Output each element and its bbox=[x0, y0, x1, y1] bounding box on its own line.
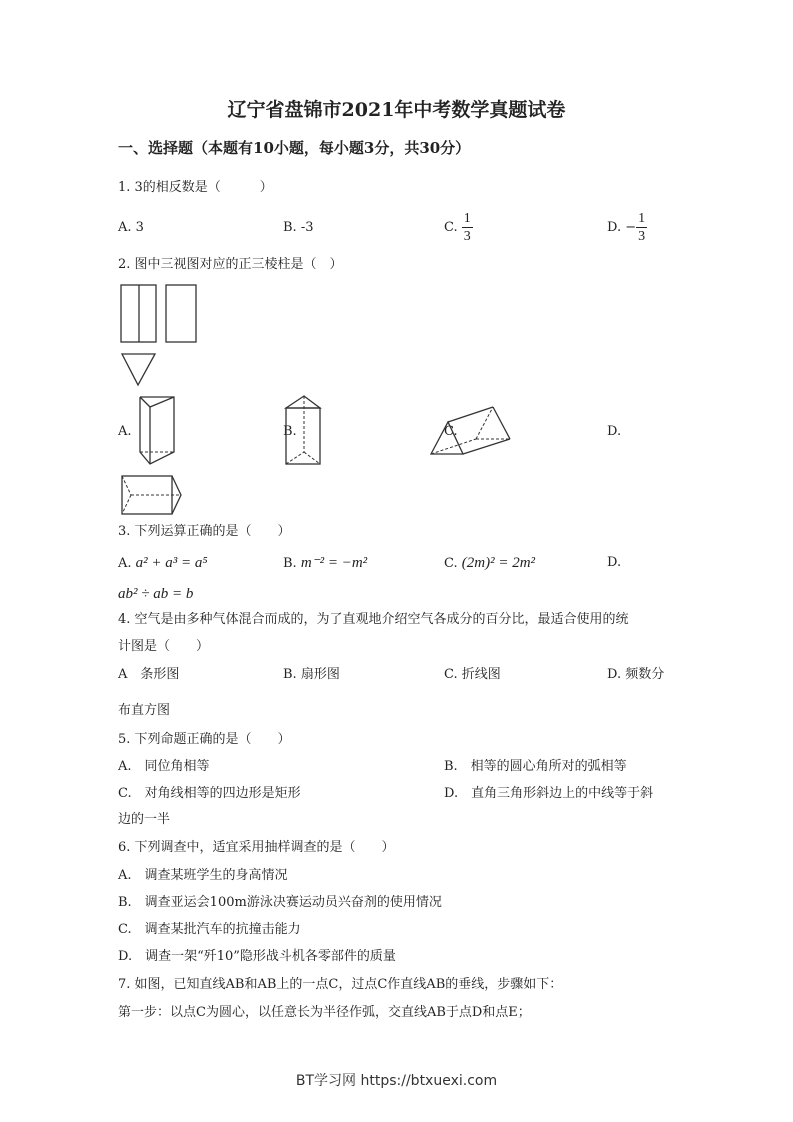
q2-option-b: B. bbox=[283, 424, 297, 439]
q1-option-b: B. -3 bbox=[283, 220, 314, 235]
q2-stem: 2. 图中三视图对应的正三棱柱是（ ） bbox=[118, 257, 343, 272]
q5-option-a: A. 同位角相等 bbox=[118, 759, 210, 774]
option-label: A. bbox=[118, 556, 132, 571]
q4-stem: 4. 空气是由多种气体混合而成的，为了直观地介绍空气各成分的百分比，最适合使用的统 bbox=[118, 612, 629, 627]
q5-option-c: C. 对角线相等的四边形是矩形 bbox=[118, 786, 301, 801]
q6-option-a: A. 调查某班学生的身高情况 bbox=[118, 868, 288, 883]
minus-sign: − bbox=[625, 220, 637, 235]
q3-option-d: D. bbox=[607, 555, 622, 570]
math-expression: (2m)² = 2m² bbox=[461, 555, 536, 571]
q4-option-d-cont: 布直方图 bbox=[118, 703, 171, 718]
option-label: B. bbox=[283, 556, 297, 571]
q4-option-a: A 条形图 bbox=[118, 667, 180, 682]
q4-option-b: B. 扇形图 bbox=[283, 667, 340, 682]
q6-option-d: D. 调查一架“歼10”隐形战斗机各零部件的质量 bbox=[118, 949, 396, 964]
q6-option-b: B. 调查亚运会100m游泳决赛运动员兴奋剂的使用情况 bbox=[118, 895, 442, 910]
q5-option-b: B. 相等的圆心角所对的弧相等 bbox=[444, 759, 627, 774]
footer-watermark: BT学习网 https://btxuexi.com bbox=[295, 1073, 498, 1089]
q4-stem-cont: 计图是（ ） bbox=[118, 639, 210, 654]
q7-step1: 第一步：以点C为圆心，以任意长为半径作弧，交直线AB于点D和点E； bbox=[118, 1005, 531, 1020]
math-expression: a² + a³ = a⁵ bbox=[135, 555, 208, 571]
q2-option-a: A. bbox=[118, 424, 132, 439]
q2-option-d: D. bbox=[607, 424, 622, 439]
q2-option-c: C. bbox=[444, 424, 458, 439]
option-label: C. bbox=[444, 556, 458, 571]
option-label: C. bbox=[444, 220, 458, 235]
denominator: 3 bbox=[638, 229, 646, 244]
q3-stem: 3. 下列运算正确的是（ ） bbox=[118, 524, 291, 539]
q6-option-c: C. 调查某批汽车的抗撞击能力 bbox=[118, 922, 301, 937]
numerator: 1 bbox=[638, 211, 646, 226]
q5-option-d: D. 直角三角形斜边上的中线等于斜 bbox=[444, 786, 654, 801]
q1-option-a: A. 3 bbox=[118, 220, 144, 235]
option-label: D. bbox=[607, 220, 622, 235]
q5-stem: 5. 下列命题正确的是（ ） bbox=[118, 732, 291, 747]
q6-stem: 6. 下列调查中，适宜采用抽样调查的是（ ） bbox=[118, 840, 395, 855]
page-title: 辽宁省盘锦市2021年中考数学真题试卷 bbox=[227, 99, 566, 121]
math-expression: m⁻² = −m² bbox=[300, 555, 368, 571]
q4-option-d: D. 频数分 bbox=[607, 667, 665, 682]
q5-option-d-cont: 边的一半 bbox=[118, 812, 171, 827]
denominator: 3 bbox=[463, 229, 471, 244]
numerator: 1 bbox=[463, 211, 471, 226]
q3-option-b bbox=[283, 555, 367, 572]
q3-option-a bbox=[118, 555, 208, 572]
q4-option-c: C. 折线图 bbox=[444, 667, 501, 682]
q3-option-d-expression: ab² ÷ ab = b bbox=[118, 586, 194, 602]
q7-stem: 7. 如图，已知直线AB和AB上的一点C，过点C作直线AB的垂线，步骤如下： bbox=[118, 977, 563, 992]
q1-stem: 1. 3的相反数是（ ） bbox=[118, 180, 273, 195]
section-header: 一、选择题（本题有10小题，每小题3分，共30分） bbox=[118, 139, 471, 157]
q3-option-c bbox=[444, 555, 535, 572]
